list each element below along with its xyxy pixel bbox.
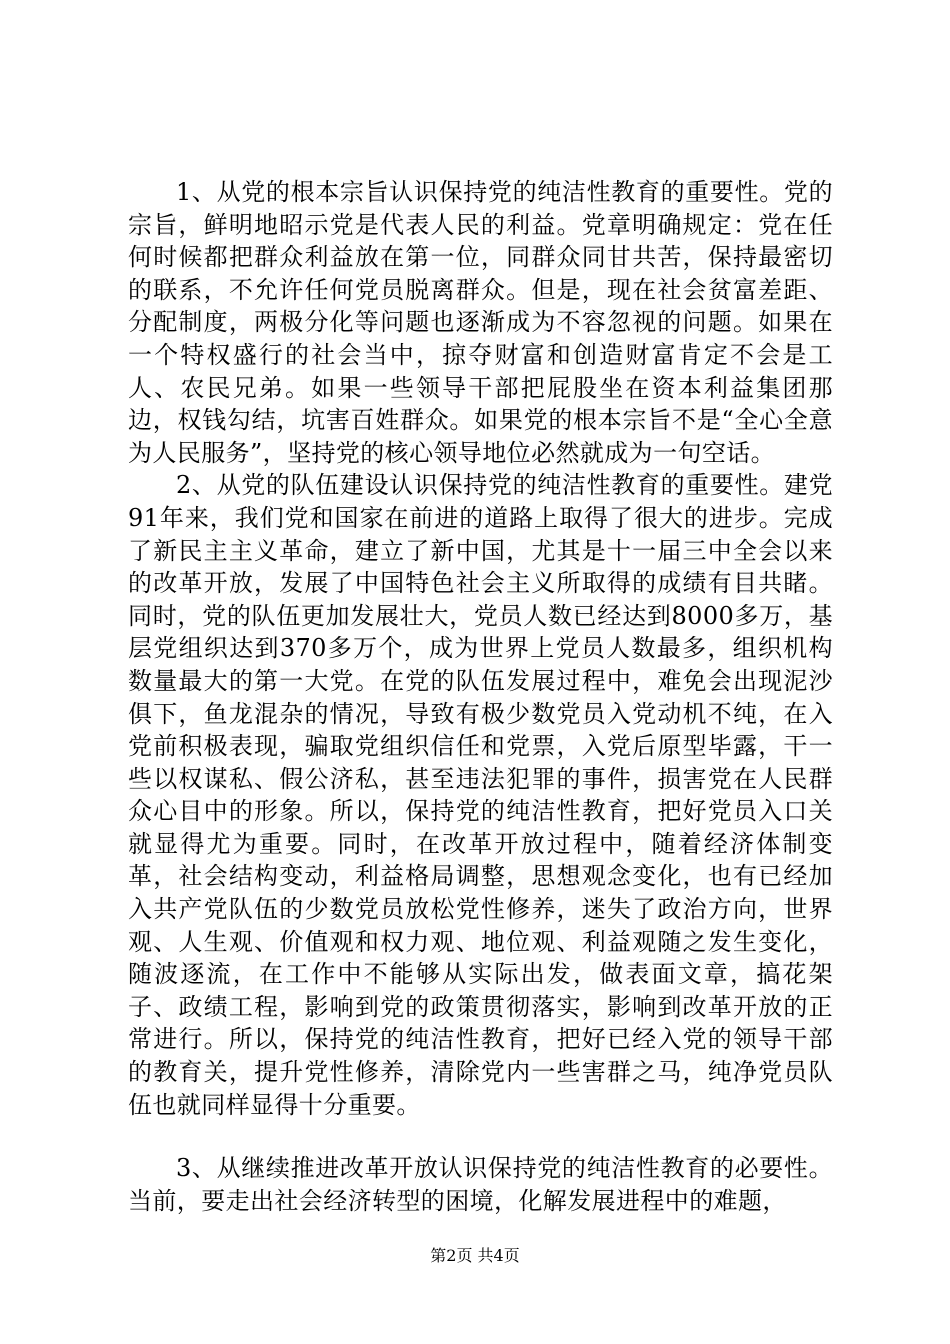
page-footer: 第2页 共4页 (430, 1246, 520, 1265)
paragraph-3: 3、从继续推进改革开放认识保持党的纯洁性教育的必要性。当前，要走出社会经济转型的困境，化解发展进程中的难题， (128, 1154, 833, 1215)
paragraph-1: 1、从党的根本宗旨认识保持党的纯洁性教育的重要性。党的宗旨，鲜明地昭示党是代表人民的利益。党章明确规定：党在任何时候都把群众利益放在第一位，同群众同甘共苦，保持最密切的联系，不允许任何党员脱离群众。但是，现在社会贫富差距、分配制度，两极分化等问题也逐渐成为不容忽视的问题。如果在一个特权盛行的社会当中，掠夺财富和创造财富肯定不会是工人、农民兄弟。如果一些领导干部把屁股坐在资本利益集团那边，权钱勾结，坑害百姓群众。如果党的根本宗旨不是“全心全意为人民服务”，坚持党的核心领导地位必然就成为一句空话。 (128, 178, 833, 467)
paragraph-2: 2、从党的队伍建设认识保持党的纯洁性教育的重要性。建党91年来，我们党和国家在前进的道路上取得了很大的进步。完成了新民主主义革命，建立了新中国，尤其是十一届三中全会以来的改革开放，发展了中国特色社会主义所取得的成绩有目共睹。同时，党的队伍更加发展壮大，党员人数已经达到8000多万，基层党组织达到370多万个，成为世界上党员人数最多，组织机构数量最大的第一大党。在党的队伍发展过程中，难免会出现泥沙俱下，鱼龙混杂的情况，导致有极少数党员入党动机不纯，在入党前积极表现，骗取党组织信任和党票，入党后原型毕露，干一些以权谋私、假公济私，甚至违法犯罪的事件，损害党在人民群众心目中的形象。所以，保持党的纯洁性教育，把好党员入口关就显得尤为重要。同时，在改革开放过程中，随着经济体制变革，社会结构变动，利益格局调整，思想观念变化，也有已经加入共产党队伍的少数党员放松党性修养，迷失了政治方向，世界观、人生观、价值观和权力观、地位观、利益观随之发生变化，随波逐流，在工作中不能够从实际出发，做表面文章，搞花架子、政绩工程，影响到党的政策贯彻落实，影响到改革开放的正常进行。所以，保持党的纯洁性教育，把好已经入党的领导干部的教育关，提升党性修养，清除党内一些害群之马，纯净党员队伍也就同样显得十分重要。 (128, 471, 833, 1119)
document-body (128, 176, 833, 1217)
